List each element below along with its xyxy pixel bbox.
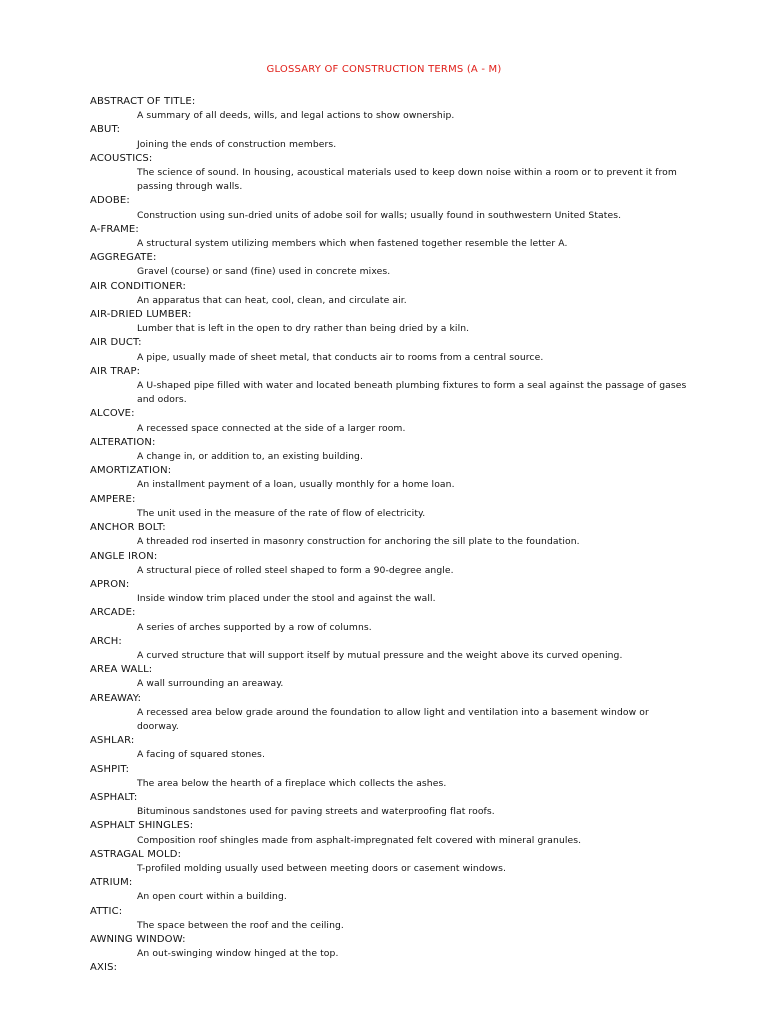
glossary-definition: An installment payment of a loan, usually monthly for a home loan.	[137, 479, 455, 491]
glossary-definition: The science of sound. In housing, acoustical materials used to keep down noise within a room or to prevent it from passing through walls.	[137, 167, 677, 193]
glossary-definition: A series of arches supported by a row of columns.	[137, 621, 372, 633]
glossary-definition: A U-shaped pipe filled with water and located beneath plumbing fixtures to form a seal against the passage of gases and odors.	[137, 380, 687, 406]
glossary-definition: An open court within a building.	[137, 891, 287, 903]
glossary-term: ABSTRACT OF TITLE:	[90, 96, 196, 107]
glossary-term: ASPHALT SHINGLES:	[90, 820, 194, 832]
glossary-term: ALCOVE:	[90, 408, 135, 420]
glossary-term: AREA WALL:	[90, 664, 153, 676]
glossary-term: ANCHOR BOLT:	[90, 522, 166, 534]
glossary-term: AIR DUCT:	[90, 337, 142, 349]
glossary-definition: A summary of all deeds, wills, and legal actions to show ownership.	[137, 110, 455, 122]
glossary-entry	[90, 223, 690, 251]
glossary-entry	[90, 251, 690, 279]
glossary-term: ARCADE:	[90, 607, 136, 619]
glossary-entry	[90, 152, 690, 195]
glossary-term: ANGLE IRON:	[90, 550, 158, 562]
glossary-term: ASPHALT:	[90, 791, 138, 803]
glossary-entry	[90, 876, 690, 904]
glossary-term: ACOUSTICS:	[90, 152, 153, 164]
glossary-entry	[90, 961, 690, 975]
glossary-entry	[90, 734, 690, 762]
glossary-definition: A recessed space connected at the side of a larger room.	[137, 422, 406, 434]
glossary-entry	[90, 819, 690, 847]
glossary-entry	[90, 365, 690, 408]
glossary-definition: Joining the ends of construction members.	[137, 138, 337, 150]
glossary-term: AGGREGATE:	[90, 252, 157, 264]
glossary-term: APRON:	[90, 578, 130, 590]
glossary-entry	[90, 905, 690, 933]
glossary-definition: A structural piece of rolled steel shaped to form a 90-degree angle.	[137, 564, 454, 576]
glossary-definition: A curved structure that will support itself by mutual pressure and the weight above its curved opening.	[137, 649, 623, 661]
glossary-definition: The area below the hearth of a fireplace which collects the ashes.	[137, 777, 447, 789]
glossary-term: AIR CONDITIONER:	[90, 280, 187, 292]
glossary-entry	[90, 763, 690, 791]
glossary-term: AMPERE:	[90, 493, 136, 505]
glossary-entry	[90, 692, 690, 735]
glossary-definition: T-profiled molding usually used between meeting doors or casement windows.	[137, 862, 507, 874]
glossary-definition: Composition roof shingles made from asphalt-impregnated felt covered with mineral granules.	[137, 834, 582, 846]
glossary-definition: A facing of squared stones.	[137, 749, 265, 761]
glossary-entry	[90, 933, 690, 961]
glossary-entry	[90, 578, 690, 606]
glossary-term: ADOBE:	[90, 195, 130, 207]
glossary-definition: An out-swinging window hinged at the top.	[137, 948, 339, 960]
glossary-term: AIR TRAP:	[90, 365, 141, 377]
glossary-term: AREAWAY:	[90, 692, 142, 704]
glossary-entry	[90, 308, 690, 336]
glossary-entry	[90, 194, 690, 222]
glossary-term: AWNING WINDOW:	[90, 933, 186, 945]
glossary-definition: A structural system utilizing members which when fastened together resemble the letter A.	[137, 238, 568, 250]
glossary-entry	[90, 407, 690, 435]
glossary-term: AMORTIZATION:	[90, 465, 172, 477]
glossary-definition: The unit used in the measure of the rate of flow of electricity.	[137, 507, 426, 519]
glossary-term: ABUT:	[90, 124, 121, 136]
glossary-definition: A threaded rod inserted in masonry construction for anchoring the sill plate to the foundation.	[137, 536, 580, 548]
glossary-definition: Construction using sun-dried units of adobe soil for walls; usually found in southwestern United States.	[137, 209, 622, 221]
glossary-entry	[90, 464, 690, 492]
glossary-entry	[90, 436, 690, 464]
glossary-entry	[90, 493, 690, 521]
glossary-term: ATRIUM:	[90, 877, 133, 889]
glossary-definition: An apparatus that can heat, cool, clean, and circulate air.	[137, 294, 407, 306]
glossary-term: AIR-DRIED LUMBER:	[90, 309, 192, 321]
glossary-definition: Bituminous sandstones used for paving streets and waterproofing flat roofs.	[137, 806, 495, 818]
glossary-entry	[90, 848, 690, 876]
glossary-entry	[90, 336, 690, 364]
glossary-definition: A change in, or addition to, an existing building.	[137, 451, 363, 463]
glossary-term: ALTERATION:	[90, 436, 156, 448]
document-title: GLOSSARY OF CONSTRUCTION TERMS (A - M)	[266, 64, 502, 75]
glossary-definition: A wall surrounding an areaway.	[137, 678, 284, 690]
glossary-definition: Inside window trim placed under the stool and against the wall.	[137, 593, 436, 605]
glossary-term: ASTRAGAL MOLD:	[90, 848, 182, 860]
glossary-entry	[90, 606, 690, 634]
glossary-entry	[90, 550, 690, 578]
glossary-entry	[90, 95, 690, 123]
glossary-definition: A pipe, usually made of sheet metal, that conducts air to rooms from a central source.	[137, 351, 544, 363]
glossary-term: ASHPIT:	[90, 763, 130, 775]
glossary-term: AXIS:	[90, 962, 118, 974]
glossary-definition: Gravel (course) or sand (fine) used in concrete mixes.	[137, 266, 391, 278]
glossary-entry	[90, 791, 690, 819]
glossary-entry	[90, 635, 690, 663]
glossary-term: ARCH:	[90, 635, 122, 647]
glossary-term: ASHLAR:	[90, 735, 135, 747]
glossary-term: A-FRAME:	[90, 223, 139, 235]
glossary-entry	[90, 663, 690, 691]
glossary-definition: The space between the roof and the ceiling.	[137, 919, 344, 931]
glossary-definition: A recessed area below grade around the foundation to allow light and ventilation into a basement window or doorway.	[137, 706, 649, 732]
glossary-definition: Lumber that is left in the open to dry rather than being dried by a kiln.	[137, 323, 470, 335]
glossary-list	[90, 95, 690, 976]
glossary-entry	[90, 280, 690, 308]
glossary-term: ATTIC:	[90, 905, 123, 917]
glossary-entry	[90, 123, 690, 151]
glossary-entry	[90, 521, 690, 549]
